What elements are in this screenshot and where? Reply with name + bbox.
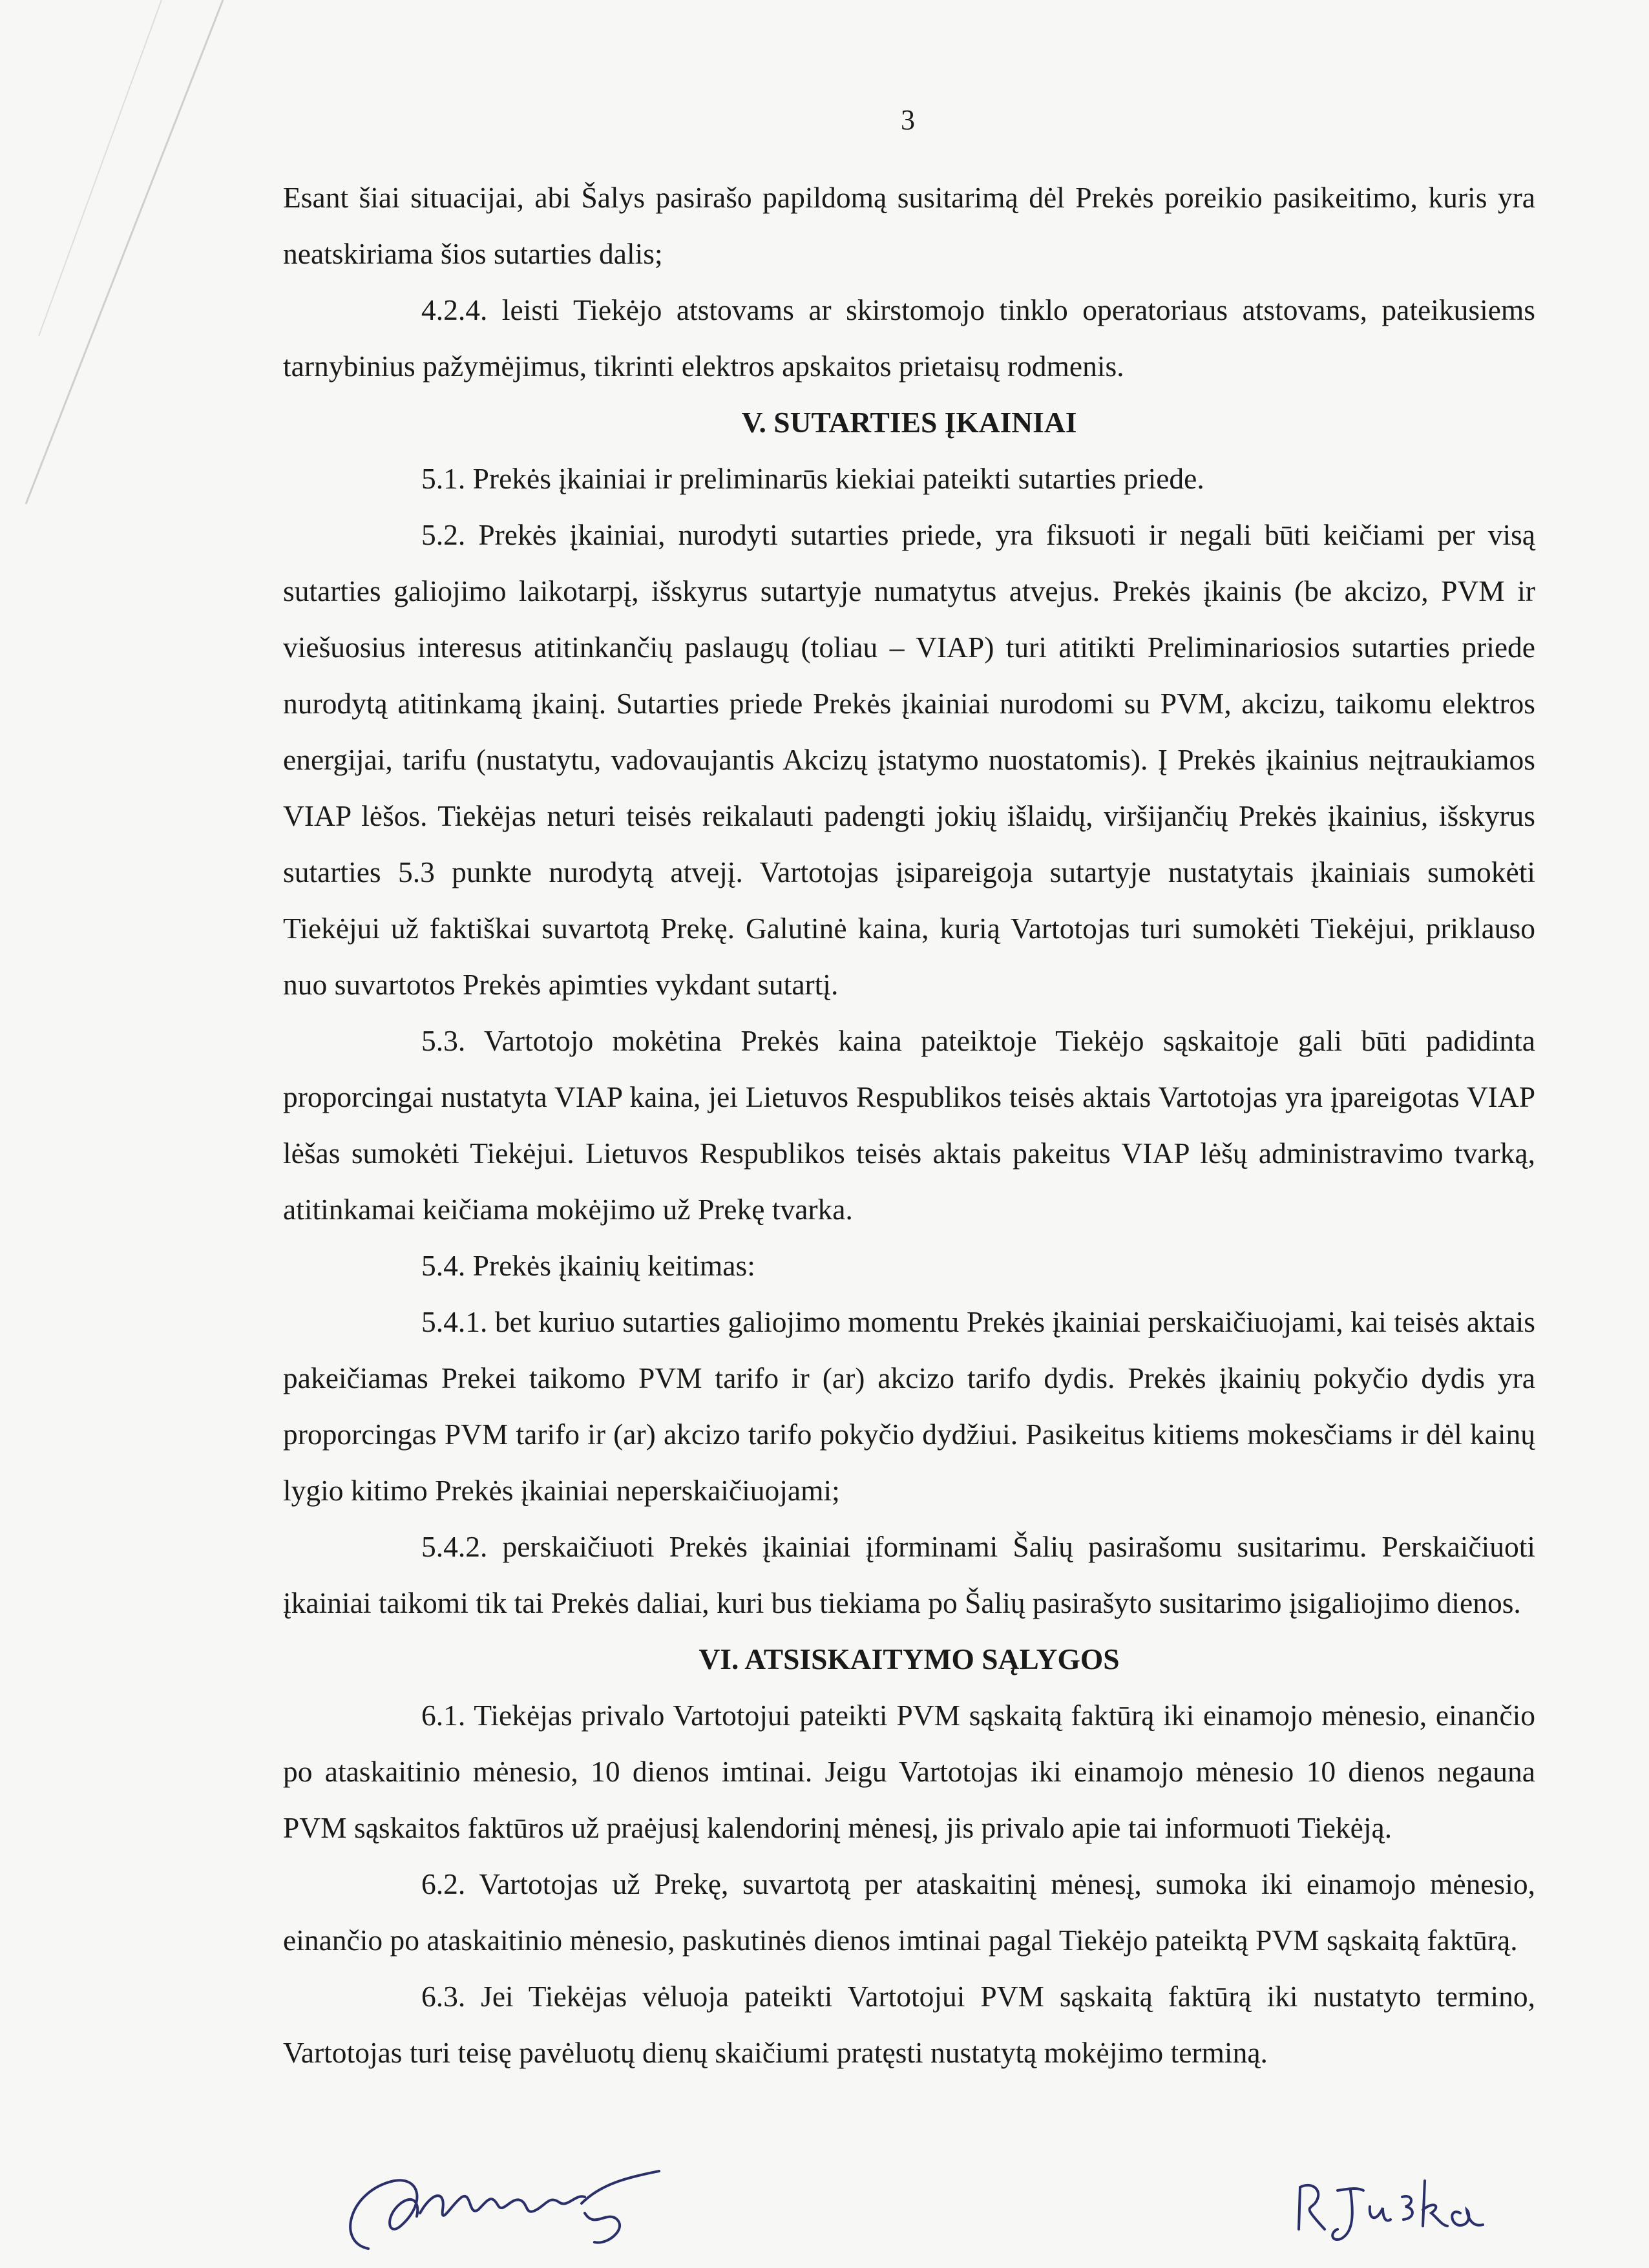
- paragraph: 5.1. Prekės įkainiai ir preliminarūs kiekiai pateikti sutarties priede.: [421, 462, 1204, 495]
- page-number: 3: [901, 104, 915, 136]
- scan-artifact-line: [0, 0, 246, 530]
- document-body: [283, 169, 1535, 2081]
- paragraph: 6.1. Tiekėjas privalo Vartotojui pateikti PVM sąskaitą faktūrą iki einamojo mėnesio, einančio po ataskaitinio mėnesio, 10 dienos imtinai. Jeigu Vartotojas iki einamojo mėnesio 10 dienos negauna PVM sąskaitos faktūros už praėjusį kalendorinį mėnesį, jis privalo apie tai informuoti Tiekėją.: [283, 1699, 1535, 1844]
- paragraph: 5.3. Vartotojo mokėtina Prekės kaina pateiktoje Tiekėjo sąskaitoje gali būti padidinta proporcingai nustatyta VIAP kaina, jei Lietuvos Respublikos teisės aktais Vartotojas yra įpareigotas VIAP lėšas sumokėti Tiekėjui. Lietuvos Respublikos teisės aktais pakeitus VIAP lėšų administravimo tvarką, atitinkamai keičiama mokėjimo už Prekę tvarka.: [283, 1024, 1535, 1226]
- paragraph: 5.4. Prekės įkainių keitimas:: [421, 1249, 755, 1282]
- section-heading: V. SUTARTIES ĮKAINIAI: [741, 406, 1077, 439]
- section-heading: VI. ATSISKAITYMO SĄLYGOS: [698, 1643, 1120, 1675]
- paragraph: 4.2.4. leisti Tiekėjo atstovams ar skirstomojo tinklo operatoriaus atstovams, pateikusiems tarnybinius pažymėjimus, tikrinti elektros apskaitos prietaisų rodmenis.: [283, 293, 1535, 383]
- paragraph: 6.2. Vartotojas už Prekę, suvartotą per ataskaitinį mėnesį, sumoka iki einamojo mėnesio, einančio po ataskaitinio mėnesio, paskutinės dienos imtinai pagal Tiekėjo pateiktą PVM sąskaitą faktūrą.: [283, 1867, 1535, 1957]
- right-signature: [1286, 2168, 1518, 2252]
- paragraph: Esant šiai situacijai, abi Šalys pasirašo papildomą susitarimą dėl Prekės poreikio pasikeitimo, kuris yra neatskiriama šios sutarties dalis;: [283, 181, 1535, 270]
- left-signature: [323, 2165, 724, 2262]
- paragraph: 5.2. Prekės įkainiai, nurodyti sutarties priede, yra fiksuoti ir negali būti keičiami per visą sutarties galiojimo laikotarpį, išskyrus sutartyje numatytus atvejus. Prekės įkainis (be akcizo, PVM ir viešuosius interesus atitinkančių paslaugų (toliau – VIAP) turi atitikti Preliminariosios sutarties priede nurodytą atitinkamą įkainį. Sutarties priede Prekės įkainiai nurodomi su PVM, akcizu, taikomu elektros energijai, tarifu (nustatytu, vadovaujantis Akcizų įstatymo nuostatomis). Į Prekės įkainius neįtraukiamos VIAP lėšos. Tiekėjas neturi teisės reikalauti padengti jokių išlaidų, viršijančių Prekės įkainius, išskyrus sutarties 5.3 punkte nurodytą atvejį. Vartotojas įsipareigoja sutartyje nustatytais įkainiais sumokėti Tiekėjui už faktiškai suvartotą Prekę. Galutinė kaina, kurią Vartotojas turi sumokėti Tiekėjui, priklauso nuo suvartotos Prekės apimties vykdant sutartį.: [283, 518, 1535, 1001]
- paragraph: 6.3. Jei Tiekėjas vėluoja pateikti Vartotojui PVM sąskaitą faktūrą iki nustatyto termino, Vartotojas turi teisę pavėluotų dienų skaičiumi pratęsti nustatytą mokėjimo terminą.: [283, 1980, 1535, 2069]
- paragraph: 5.4.2. perskaičiuoti Prekės įkainiai įforminami Šalių pasirašomu susitarimu. Perskaičiuoti įkainiai taikomi tik tai Prekės daliai, kuri bus tiekiama po Šalių pasirašyto susitarimo įsigaliojimo dienos.: [283, 1530, 1535, 1619]
- paragraph: 5.4.1. bet kuriuo sutarties galiojimo momentu Prekės įkainiai perskaičiuojami, kai teisės aktais pakeičiamas Prekei taikomo PVM tarifo ir (ar) akcizo tarifo dydis. Prekės įkainių pokyčio dydis yra proporcingas PVM tarifo ir (ar) akcizo tarifo pokyčio dydžiui. Pasikeitus kitiems mokesčiams ir dėl kainų lygio kitimo Prekės įkainiai neperskaičiuojami;: [283, 1305, 1535, 1507]
